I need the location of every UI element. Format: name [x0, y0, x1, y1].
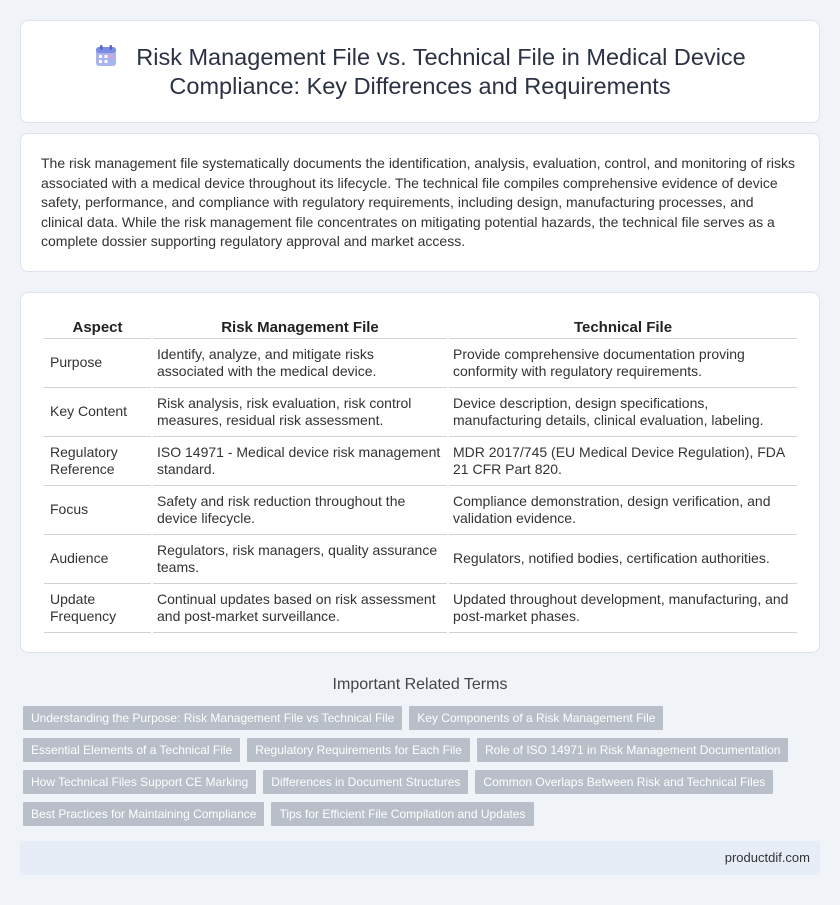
cell-risk-management: Continual updates based on risk assessment and post-market surveillance. — [153, 584, 447, 633]
cell-aspect: Regulatory Reference — [44, 437, 151, 486]
related-term-tag[interactable]: Differences in Document Structures — [263, 770, 468, 794]
title-card — [20, 20, 820, 123]
related-term-tag[interactable]: Key Components of a Risk Management File — [409, 706, 663, 730]
table-row — [44, 339, 797, 388]
related-term-tag[interactable]: How Technical Files Support CE Marking — [23, 770, 256, 794]
page-title — [21, 43, 819, 101]
calendar-icon — [94, 44, 118, 68]
footer — [20, 841, 820, 875]
cell-aspect: Update Frequency — [44, 584, 151, 633]
cell-risk-management: Regulators, risk managers, quality assurance teams. — [153, 535, 447, 584]
header-risk-management-file: Risk Management File — [153, 315, 447, 339]
cell-risk-management: Identify, analyze, and mitigate risks associated with the medical device. — [153, 339, 447, 388]
related-term-tag[interactable]: Tips for Efficient File Compilation and Updates — [271, 802, 533, 826]
related-term-tag[interactable]: Understanding the Purpose: Risk Management File vs Technical File — [23, 706, 402, 730]
table-header-row — [44, 315, 797, 339]
cell-risk-management: ISO 14971 - Medical device risk management standard. — [153, 437, 447, 486]
intro-card — [20, 133, 820, 272]
cell-technical: Device description, design specifications, manufacturing details, clinical evaluation, labeling. — [449, 388, 797, 437]
related-terms-heading: Important Related Terms — [332, 676, 508, 693]
footer-site-link[interactable]: productdif.com — [724, 850, 810, 865]
cell-risk-management: Safety and risk reduction throughout the device lifecycle. — [153, 486, 447, 535]
cell-aspect: Key Content — [44, 388, 151, 437]
related-term-tag[interactable]: Best Practices for Maintaining Compliance — [23, 802, 264, 826]
comparison-table — [42, 315, 799, 633]
related-term-tag[interactable]: Essential Elements of a Technical File — [23, 738, 240, 762]
related-term-tag[interactable]: Role of ISO 14971 in Risk Management Documentation — [477, 738, 789, 762]
cell-risk-management: Risk analysis, risk evaluation, risk control measures, residual risk assessment. — [153, 388, 447, 437]
table-row — [44, 388, 797, 437]
intro-paragraph: The risk management file systematically documents the identification, analysis, evaluation, control, and monitoring of risks associated with a medical device throughout its lifecycle. The technical file compiles comprehensive evidence of device safety, performance, and compliance with regulatory requirements, including design, manufacturing processes, and clinical data. While the risk management file concentrates on mitigating potential hazards, the technical file serves as a complete dossier supporting regulatory approval and market access. — [41, 155, 796, 250]
related-terms-list — [23, 706, 803, 826]
table-row — [44, 535, 797, 584]
title-line-2: Compliance: Key Differences and Requirements — [169, 73, 671, 99]
cell-technical: Updated throughout development, manufacturing, and post-market phases. — [449, 584, 797, 633]
header-technical-file: Technical File — [449, 315, 797, 339]
table-row — [44, 486, 797, 535]
cell-aspect: Focus — [44, 486, 151, 535]
table-row — [44, 437, 797, 486]
cell-technical: Compliance demonstration, design verification, and validation evidence. — [449, 486, 797, 535]
cell-technical: MDR 2017/745 (EU Medical Device Regulation), FDA 21 CFR Part 820. — [449, 437, 797, 486]
header-aspect: Aspect — [44, 315, 151, 339]
title-line-1: Risk Management File vs. Technical File in Medical Device — [136, 44, 746, 70]
table-row — [44, 584, 797, 633]
cell-technical: Provide comprehensive documentation proving conformity with regulatory requirements. — [449, 339, 797, 388]
related-term-tag[interactable]: Common Overlaps Between Risk and Technical Files — [475, 770, 773, 794]
comparison-card — [20, 292, 820, 653]
cell-technical: Regulators, notified bodies, certification authorities. — [449, 535, 797, 584]
cell-aspect: Audience — [44, 535, 151, 584]
related-term-tag[interactable]: Regulatory Requirements for Each File — [247, 738, 470, 762]
cell-aspect: Purpose — [44, 339, 151, 388]
